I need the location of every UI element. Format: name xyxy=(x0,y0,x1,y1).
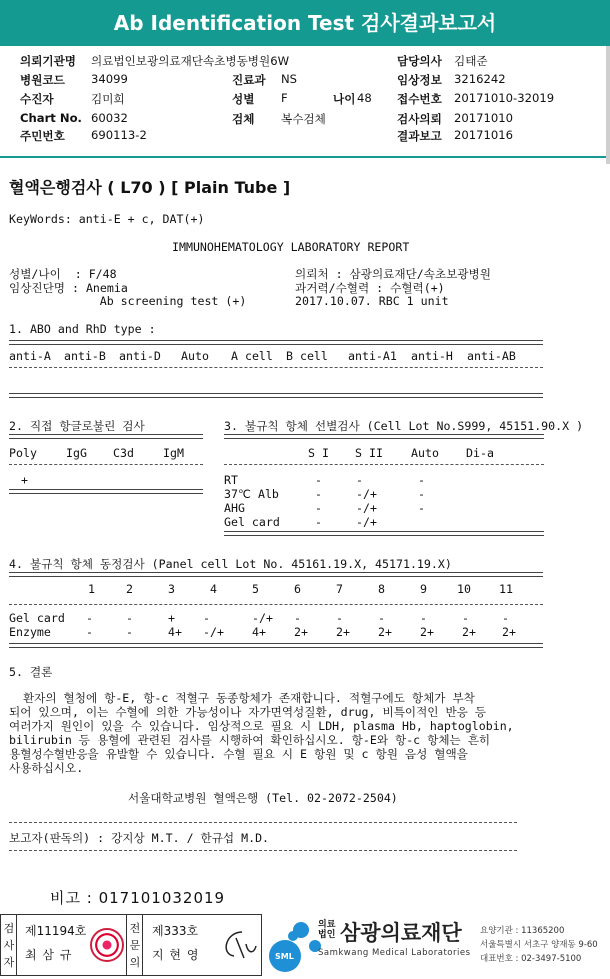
patient-line3-right: 2017.10.07. RBC 1 unit xyxy=(295,294,449,308)
dat-column-header: IgM xyxy=(163,446,184,460)
age-value: 48 xyxy=(357,91,372,105)
panel-cell: - xyxy=(86,611,93,625)
lab-report-title: IMMUNOHEMATOLOGY LABORATORY REPORT xyxy=(172,240,410,254)
panel-cell: + xyxy=(168,611,175,625)
conclusion-title: 5. 결론 xyxy=(9,665,53,679)
panel-column-header: 5 xyxy=(252,582,259,596)
conclusion-line: 사용하십시오. xyxy=(9,761,84,775)
panel-cell: - xyxy=(203,611,210,625)
info-label: Chart No. xyxy=(20,111,82,125)
panel-top-rule xyxy=(9,572,543,577)
info-label: 임상정보 xyxy=(397,73,442,87)
screen-cell: - xyxy=(315,501,322,515)
logo-subtitle: Samkwang Medical Laboratories xyxy=(318,948,471,958)
info-label: 성별 xyxy=(232,92,255,106)
info-value: 3216242 xyxy=(454,72,506,86)
panel-column-header: 4 xyxy=(210,582,217,596)
info-value: 김미희 xyxy=(91,92,125,106)
panel-bottom-rule xyxy=(9,643,543,648)
specialist-name: 지 현 영 xyxy=(152,948,200,962)
dat-column-header: IgG xyxy=(66,446,87,460)
logo-name: 삼광의료재단 xyxy=(340,921,462,945)
dat-column-header: Poly xyxy=(9,446,37,460)
info-label: 검체 xyxy=(232,112,255,126)
sig-divider-3 xyxy=(142,914,143,976)
abo-column-header: anti-A1 xyxy=(348,349,397,363)
panel-cell: - xyxy=(502,611,509,625)
abo-column-header: anti-D xyxy=(119,349,161,363)
patient-line2-left: 임상진단명 : Anemia xyxy=(9,281,128,295)
dat-mid-rule xyxy=(9,464,203,465)
tester-label: 검 사 자 xyxy=(3,922,15,969)
screen-column-header: S I xyxy=(308,446,329,460)
panel-cell: 2+ xyxy=(502,625,516,639)
screen-cell: - xyxy=(418,473,425,487)
screen-row-label: Gel card xyxy=(224,515,280,529)
reporter-top-rule xyxy=(9,822,517,823)
logo-prefix-2: 법인 xyxy=(318,930,336,940)
dat-column-header: C3d xyxy=(113,446,134,460)
abo-column-header: anti-H xyxy=(411,349,453,363)
abo-column-header: A cell xyxy=(231,349,273,363)
screen-title: 3. 불규칙 항체 선별검사 (Cell Lot No.S999, 45151.90.X ) xyxy=(224,419,584,433)
logo-badge: SML xyxy=(275,952,294,961)
conclusion-line: 되어 있으며, 이는 수혈에 의한 가능성이나 자가면역성질환, drug, 비특이적인 반응 등 xyxy=(9,705,487,719)
panel-cell: - xyxy=(420,611,427,625)
sig-divider-1 xyxy=(16,914,17,976)
abo-top-rule xyxy=(9,340,543,345)
specialist-signature xyxy=(214,924,258,964)
abo-column-header: B cell xyxy=(286,349,328,363)
screen-cell: - xyxy=(356,473,363,487)
screen-cell: - xyxy=(315,515,322,529)
abo-mid-rule xyxy=(9,367,543,368)
panel-row-label: Enzyme xyxy=(9,625,51,639)
patient-line1-left: 성별/나이 : F/48 xyxy=(9,267,117,281)
screen-column-header: S II xyxy=(355,446,383,460)
screen-row-label: AHG xyxy=(224,501,245,515)
info-value: NS xyxy=(281,72,298,86)
screen-row-label: 37℃ Alb xyxy=(224,487,279,501)
conclusion-line: 여러가지 원인이 있을 수 있습니다. 임상적으로 필요 시 LDH, plasma Hb, haptoglobin, xyxy=(9,719,514,733)
abo-bottom-rule xyxy=(9,393,543,398)
panel-cell: 2+ xyxy=(462,625,476,639)
info-label: 의뢰기관명 xyxy=(20,54,76,68)
panel-cell: 2+ xyxy=(336,625,350,639)
info-divider xyxy=(0,156,610,158)
panel-cell: 2+ xyxy=(378,625,392,639)
info-value: 20171016 xyxy=(454,128,514,142)
abo-column-header: Auto xyxy=(181,349,209,363)
screen-cell: - xyxy=(315,473,322,487)
abo-column-header: anti-AB xyxy=(467,349,516,363)
screen-cell: -/+ xyxy=(356,501,377,515)
dat-title: 2. 직접 항글로불린 검사 xyxy=(9,419,145,433)
info-value: 의료법인보광의료재단속초병동병원6W xyxy=(91,54,290,68)
panel-cell: - xyxy=(336,611,343,625)
panel-cell: - xyxy=(126,611,133,625)
abo-title: 1. ABO and RhD type : xyxy=(9,322,156,336)
panel-column-header: 9 xyxy=(420,582,427,596)
info-value: 복수검체 xyxy=(281,112,326,126)
info-label: 진료과 xyxy=(232,73,266,87)
panel-cell: 4+ xyxy=(252,625,266,639)
screen-column-header: Auto xyxy=(411,446,439,460)
section-title: 혈액은행검사 ( L70 ) [ Plain Tube ] xyxy=(9,178,291,197)
panel-cell: -/+ xyxy=(203,625,224,639)
age-label: 나이 xyxy=(333,92,356,106)
info-value: 20171010-32019 xyxy=(454,91,555,105)
panel-column-header: 11 xyxy=(499,582,513,596)
dat-top-rule xyxy=(9,434,203,439)
conclusion-line: bilirubin 등 용혈에 관련된 검사를 시행하여 확인하십시오. 항-E와 항-c 항체는 흔히 xyxy=(9,733,491,747)
info-value: F xyxy=(281,91,288,105)
tester-seal-stamp xyxy=(90,928,124,962)
screen-cell: - xyxy=(418,501,425,515)
screen-cell: - xyxy=(315,487,322,501)
panel-mid-rule xyxy=(9,604,543,605)
specialist-license: 제333호 xyxy=(152,924,199,938)
contact-address: 서울특별시 서초구 양재동 9-60 xyxy=(480,940,598,950)
contact-phone: 대표번호 : 02-3497-5100 xyxy=(480,954,582,964)
specialist-label: 전 문 의 xyxy=(129,922,141,969)
patient-line1-right: 의뢰처 : 삼광의료재단/속초보광병원 xyxy=(295,267,491,281)
conclusion-hospital: 서울대학교병원 혈액은행 (Tel. 02-2072-2504) xyxy=(128,791,398,805)
panel-title: 4. 불규칙 항체 동정검사 (Panel cell Lot No. 45161.19.X, 45171.19.X) xyxy=(9,557,452,571)
info-label: 병원코드 xyxy=(20,73,65,87)
scrollbar[interactable] xyxy=(606,46,610,164)
screen-cell: -/+ xyxy=(356,487,377,501)
panel-cell: - xyxy=(86,625,93,639)
screen-top-rule xyxy=(224,434,544,439)
panel-column-header: 6 xyxy=(294,582,301,596)
screen-bottom-rule xyxy=(224,531,544,536)
info-value: 김태준 xyxy=(454,54,488,68)
info-value: 34099 xyxy=(91,72,128,86)
screen-row-label: RT xyxy=(224,473,238,487)
keywords: KeyWords: anti-E + c, DAT(+) xyxy=(9,212,205,226)
dat-bottom-rule xyxy=(9,489,203,494)
panel-row-label: Gel card xyxy=(9,611,65,625)
info-label: 접수번호 xyxy=(397,92,442,106)
screen-cell: -/+ xyxy=(356,515,377,529)
patient-line3-left: Ab screening test (+) xyxy=(9,294,247,308)
contact-code: 요양기관 : 11365200 xyxy=(480,926,565,936)
panel-cell: 2+ xyxy=(420,625,434,639)
abo-column-header: anti-A xyxy=(9,349,51,363)
panel-cell: -/+ xyxy=(252,611,273,625)
info-value: 690113-2 xyxy=(91,128,147,142)
info-value: 60032 xyxy=(91,111,128,125)
panel-cell: - xyxy=(462,611,469,625)
sig-divider-2 xyxy=(126,914,127,976)
report-title: Ab Identification Test 검사결과보고서 xyxy=(113,11,497,35)
panel-cell: 2+ xyxy=(294,625,308,639)
info-value: 20171010 xyxy=(454,111,514,125)
conclusion-line: 용혈성수혈반응을 유발할 수 있습니다. 수혈 필요 시 E 항원 및 c 항원 음성 혈액을 xyxy=(9,747,468,761)
info-label: 검사의뢰 xyxy=(397,112,442,126)
reporter-line: 보고자(판독의) : 강지상 M.T. / 한규섭 M.D. xyxy=(9,831,270,845)
screen-cell: - xyxy=(418,487,425,501)
info-label: 수진자 xyxy=(20,92,54,106)
dat-value: + xyxy=(21,473,28,487)
panel-column-header: 1 xyxy=(88,582,95,596)
patient-line2-right: 과거력/수혈력 : 수혈력(+) xyxy=(295,281,445,295)
remark: 비고 : 017101032019 xyxy=(50,889,226,907)
panel-cell: - xyxy=(294,611,301,625)
panel-column-header: 7 xyxy=(336,582,343,596)
screen-mid-rule xyxy=(224,464,544,465)
panel-cell: 4+ xyxy=(168,625,182,639)
info-label: 담당의사 xyxy=(397,54,442,68)
logo-prefix-1: 의료 xyxy=(318,920,336,930)
panel-column-header: 8 xyxy=(378,582,385,596)
info-label: 주민번호 xyxy=(20,129,65,143)
panel-column-header: 3 xyxy=(168,582,175,596)
panel-cell: - xyxy=(378,611,385,625)
panel-cell: - xyxy=(126,625,133,639)
reporter-bottom-rule xyxy=(9,850,517,851)
abo-column-header: anti-B xyxy=(64,349,106,363)
panel-column-header: 2 xyxy=(126,582,133,596)
conclusion-line: 환자의 혈청에 항-E, 항-c 적혈구 동종항체가 존재합니다. 적혈구에도 항체가 부착 xyxy=(9,691,475,705)
info-label: 결과보고 xyxy=(397,129,442,143)
tester-license: 제11194호 xyxy=(25,924,87,938)
tester-name: 최 삼 규 xyxy=(25,948,73,962)
panel-column-header: 10 xyxy=(457,582,471,596)
screen-column-header: Di-a xyxy=(466,446,494,460)
